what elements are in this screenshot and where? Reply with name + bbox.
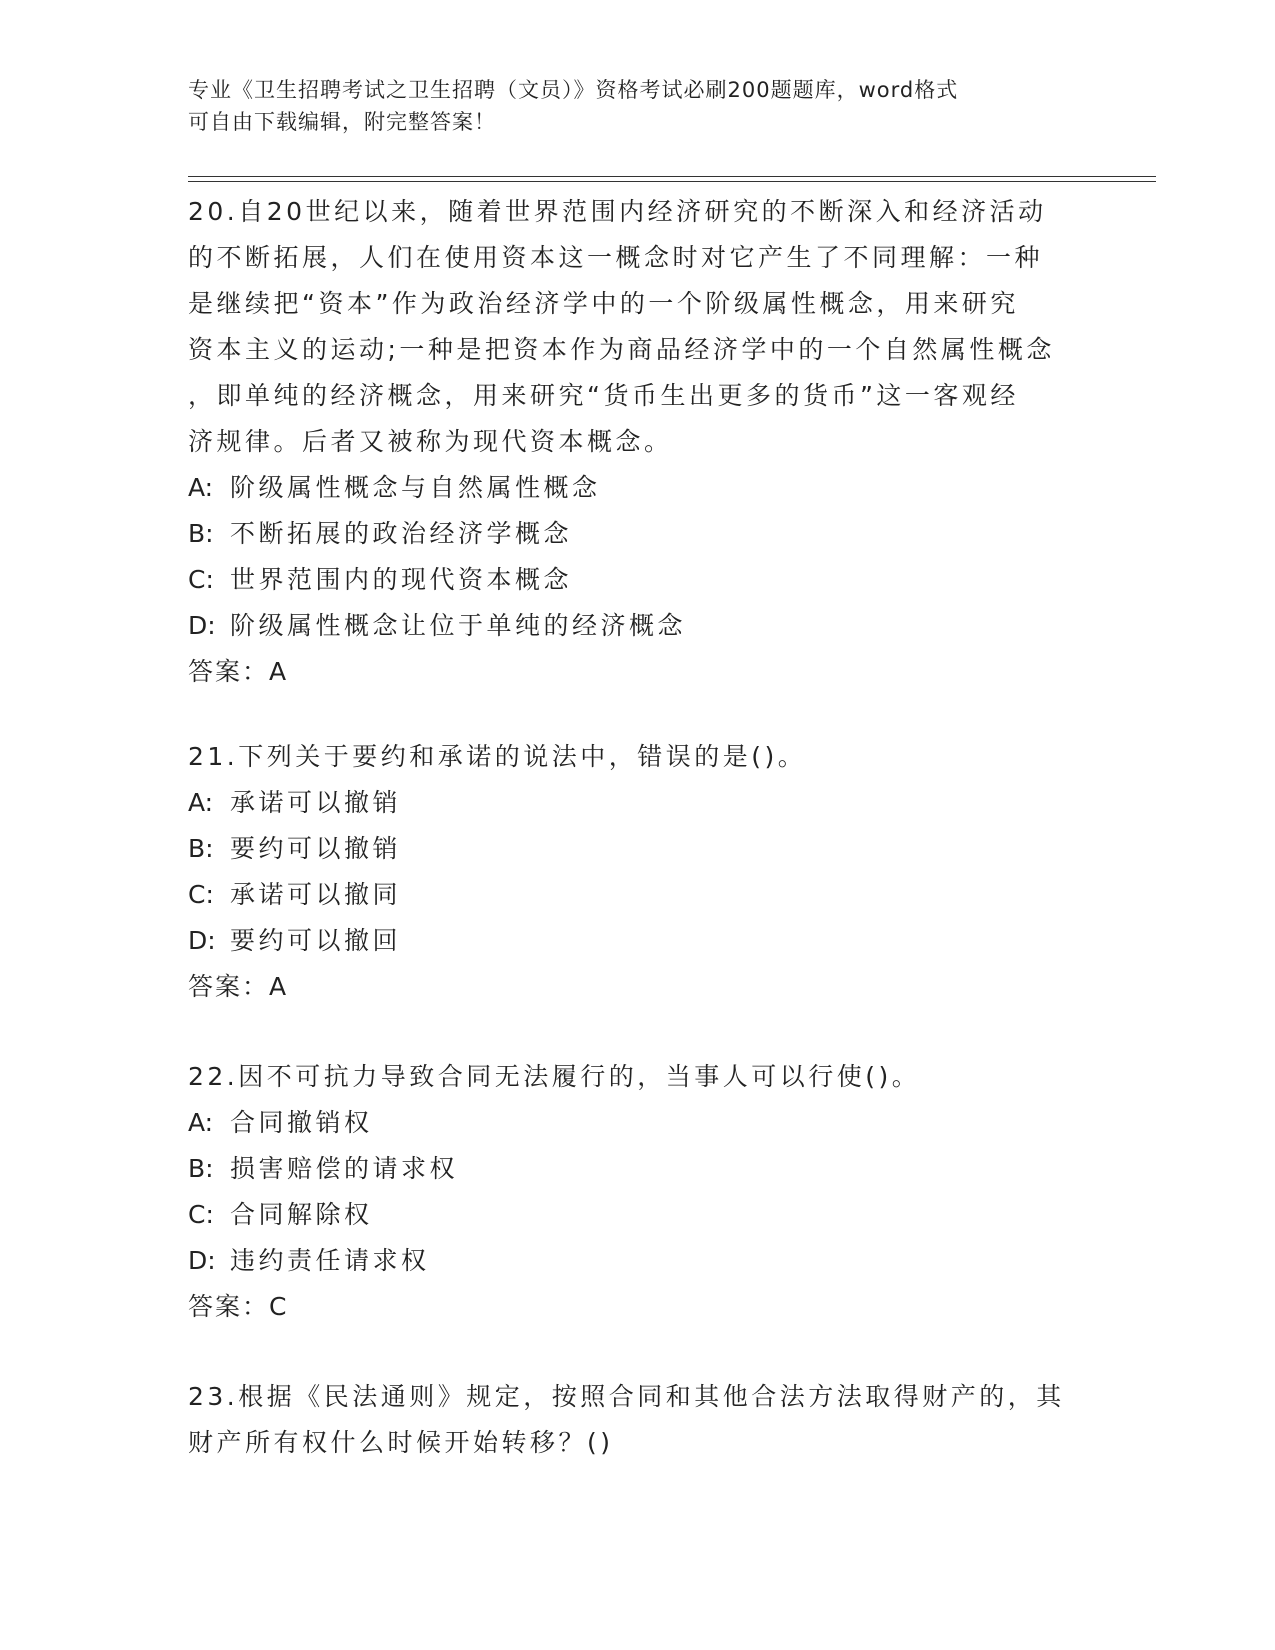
question-text-line: 21.下列关于要约和承诺的说法中，错误的是()。 — [188, 742, 807, 771]
question-text-line: 的不断拓展，人们在使用资本这一概念时对它产生了不同理解：一种 — [188, 243, 1044, 272]
option-key: A: — [188, 788, 214, 817]
option-text: 要约可以撤回 — [230, 926, 402, 955]
answer-line — [188, 649, 1073, 695]
answer-value: C — [269, 1292, 287, 1321]
option-text: 损害赔偿的请求权 — [230, 1154, 459, 1183]
option-a — [188, 465, 1073, 511]
option-text: 承诺可以撤销 — [230, 788, 402, 817]
question-text-line: 23.根据《民法通则》规定，按照合同和其他合法方法取得财产的，其 — [188, 1382, 1065, 1411]
option-a — [188, 780, 1073, 826]
option-c — [188, 872, 1073, 918]
option-key: D: — [188, 926, 216, 955]
option-c — [188, 557, 1073, 603]
question-20 — [188, 189, 1073, 695]
option-key: C: — [188, 1200, 214, 1229]
question-text-line: 20.自20世纪以来，随着世界范围内经济研究的不断深入和经济活动 — [188, 197, 1047, 226]
option-key: A: — [188, 473, 214, 502]
option-d — [188, 1238, 1073, 1284]
option-b — [188, 511, 1073, 557]
answer-value: A — [269, 657, 287, 686]
option-text: 阶级属性概念与自然属性概念 — [230, 473, 601, 502]
answer-label: 答案： — [188, 1292, 270, 1321]
option-key: B: — [188, 519, 214, 548]
header-divider-top — [188, 176, 1156, 177]
option-d — [188, 918, 1073, 964]
header-line-1: 专业《卫生招聘考试之卫生招聘（文员）》资格考试必刷200题题库，word格式 — [188, 78, 959, 102]
option-a — [188, 1100, 1073, 1146]
option-key: A: — [188, 1108, 214, 1137]
question-22 — [188, 1054, 1073, 1330]
option-key: D: — [188, 611, 216, 640]
option-text: 承诺可以撤同 — [230, 880, 402, 909]
question-text-line: 是继续把“资本”作为政治经济学中的一个阶级属性概念，用来研究 — [188, 289, 1019, 318]
option-c — [188, 1192, 1073, 1238]
answer-line — [188, 1284, 1073, 1330]
option-text: 违约责任请求权 — [230, 1246, 430, 1275]
answer-label: 答案： — [188, 972, 270, 1001]
option-text: 要约可以撤销 — [230, 834, 402, 863]
option-key: C: — [188, 565, 214, 594]
question-text-line: 济规律。后者又被称为现代资本概念。 — [188, 427, 673, 456]
option-text: 不断拓展的政治经济学概念 — [230, 519, 573, 548]
document-header — [188, 74, 1068, 138]
answer-line — [188, 964, 1073, 1010]
header-divider-bottom — [188, 181, 1156, 182]
question-text-line: 财产所有权什么时候开始转移？() — [188, 1428, 614, 1457]
answer-value: A — [269, 972, 287, 1001]
question-text-line: 22.因不可抗力导致合同无法履行的，当事人可以行使()。 — [188, 1062, 921, 1091]
question-21 — [188, 734, 1073, 1010]
option-b — [188, 1146, 1073, 1192]
option-key: B: — [188, 1154, 214, 1183]
option-key: C: — [188, 880, 214, 909]
option-d — [188, 603, 1073, 649]
option-b — [188, 826, 1073, 872]
option-key: B: — [188, 834, 214, 863]
question-text-line: 资本主义的运动;一种是把资本作为商品经济学中的一个自然属性概念 — [188, 335, 1055, 364]
header-line-2: 可自由下载编辑，附完整答案！ — [188, 110, 496, 134]
option-key: D: — [188, 1246, 216, 1275]
option-text: 阶级属性概念让位于单纯的经济概念 — [230, 611, 687, 640]
question-23 — [188, 1374, 1073, 1466]
question-text-line: ，即单纯的经济概念，用来研究“货币生出更多的货币”这一客观经 — [188, 381, 1019, 410]
option-text: 合同解除权 — [230, 1200, 373, 1229]
option-text: 世界范围内的现代资本概念 — [230, 565, 573, 594]
answer-label: 答案： — [188, 657, 270, 686]
option-text: 合同撤销权 — [230, 1108, 373, 1137]
